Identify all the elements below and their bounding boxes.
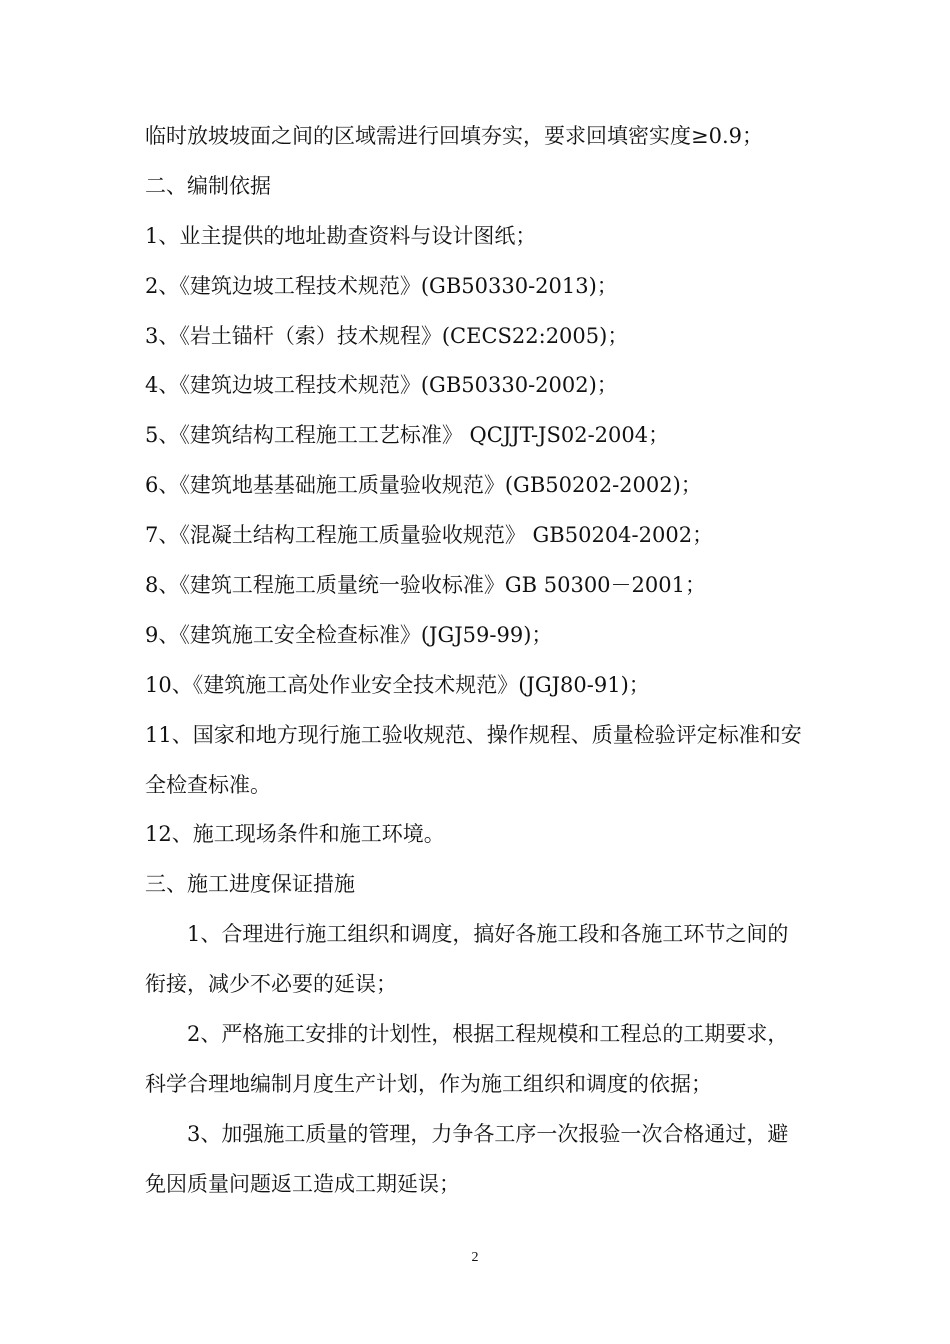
list-item: 6、《建筑地基基础施工质量验收规范》(GB50202-2002)； (145, 473, 702, 498)
section-heading: 二、编制依据 (145, 173, 271, 198)
page-number: 2 (471, 1250, 479, 1265)
paragraph-line: 1、合理进行施工组织和调度，搞好各施工段和各施工环节之间的 (187, 922, 789, 947)
paragraph-line: 2、严格施工安排的计划性，根据工程规模和工程总的工期要求， (187, 1022, 789, 1047)
list-item: 1、业主提供的地址勘查资料与设计图纸； (145, 223, 537, 248)
list-item: 3、《岩土锚杆（索）技术规程》(CECS22:2005)； (145, 323, 629, 348)
list-item: 10、《建筑施工高处作业安全技术规范》(JGJ80-91)； (145, 672, 650, 697)
list-item: 12、施工现场条件和施工环境。 (145, 822, 445, 847)
paragraph-line: 免因质量问题返工造成工期延误； (145, 1171, 460, 1196)
list-item: 9、《建筑施工安全检查标准》(JGJ59-99)； (145, 622, 553, 647)
list-item: 5、《建筑结构工程施工工艺标准》 QCJJT-JS02-2004； (145, 423, 670, 448)
paragraph-line: 3、加强施工质量的管理，力争各工序一次报验一次合格通过，避 (187, 1121, 789, 1146)
section-heading: 三、施工进度保证措施 (145, 872, 355, 897)
list-item-continuation: 全检查标准。 (145, 772, 271, 797)
list-item: 11、国家和地方现行施工验收规范、操作规程、质量检验评定标准和安 (145, 722, 802, 747)
body-text (145, 112, 835, 1210)
list-item: 4、《建筑边坡工程技术规范》(GB50330-2002)； (145, 373, 618, 398)
paragraph-line: 科学合理地编制月度生产计划，作为施工组织和调度的依据； (145, 1071, 712, 1096)
text-line: 临时放坡坡面之间的区域需进行回填夯实，要求回填密实度≥0.9； (145, 124, 763, 148)
paragraph-line: 衔接，减少不必要的延误； (145, 972, 397, 997)
list-item: 8、《建筑工程施工质量统一验收标准》GB 50300－2001； (145, 573, 706, 598)
list-item: 2、《建筑边坡工程技术规范》(GB50330-2013)； (145, 273, 618, 298)
list-item: 7、《混凝土结构工程施工质量验收规范》 GB50204-2002； (145, 523, 714, 548)
